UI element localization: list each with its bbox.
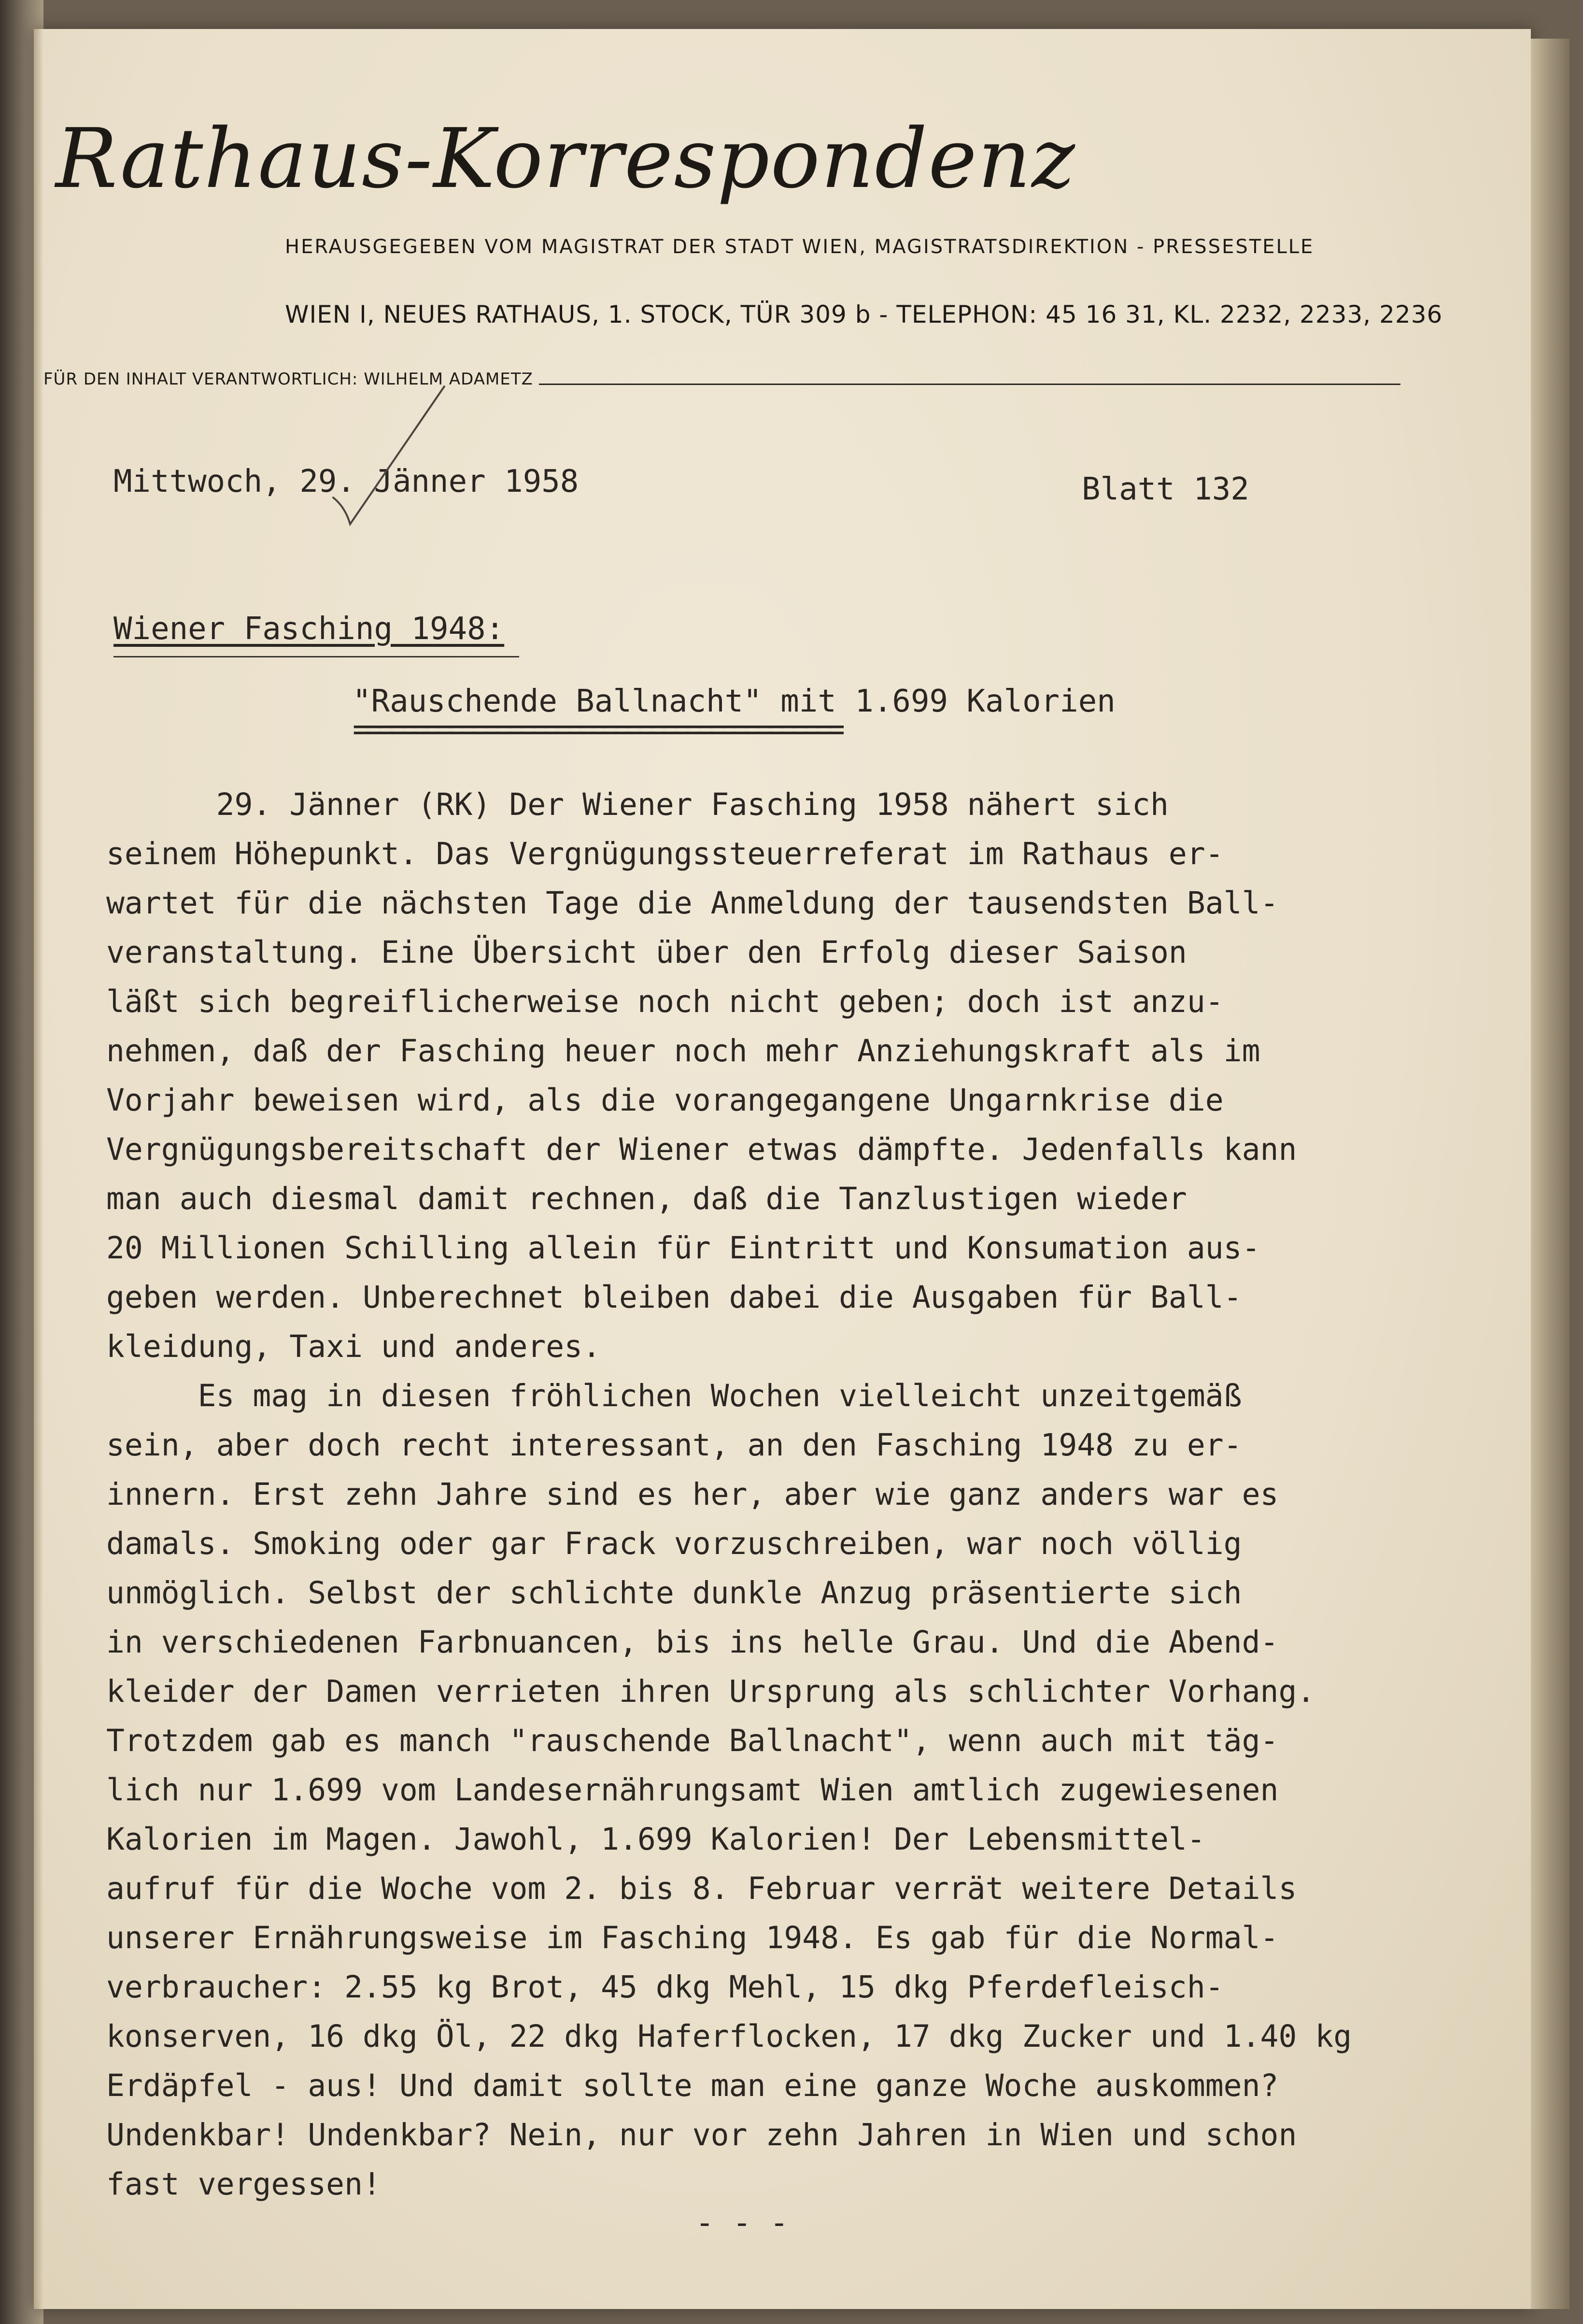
body-line: kleider der Damen verrieten ihren Ursprung als schlichter Vorhang. — [106, 1674, 1315, 1709]
body-line: Trotzdem gab es manch "rauschende Ballnacht", wenn auch mit täg- — [106, 1723, 1279, 1758]
body-line: aufruf für die Woche vom 2. bis 8. Februar verrät weitere Details — [106, 1871, 1297, 1906]
body-line: man auch diesmal damit rechnen, daß die Tanzlustigen wieder — [106, 1181, 1187, 1216]
body-line: 29. Jänner (RK) Der Wiener Fasching 1958 nähert sich — [106, 787, 1169, 822]
body-line: damals. Smoking oder gar Frack vorzuschreiben, war noch völlig — [106, 1526, 1242, 1561]
body-line: innern. Erst zehn Jahre sind es her, aber wie ganz anders war es — [106, 1477, 1279, 1512]
section-title: Wiener Fasching 1948: — [113, 611, 505, 647]
dateline: Mittwoch, 29. Jänner 1958 — [113, 464, 579, 499]
body-line: kleidung, Taxi und anderes. — [106, 1329, 601, 1364]
body-line: Vorjahr beweisen wird, als die vorangegangene Ungarnkrise die — [106, 1083, 1224, 1118]
pencil-checkmark — [324, 382, 449, 527]
body-line: Es mag in diesen fröhlichen Wochen vielleicht unzeitgemäß — [106, 1378, 1242, 1413]
body-line: wartet für die nächsten Tage die Anmeldung der tausendsten Ball- — [106, 885, 1279, 921]
page-edge-stack — [1531, 39, 1569, 2309]
body-line: Undenkbar! Undenkbar? Nein, nur vor zehn Jahren in Wien und schon — [106, 2117, 1297, 2153]
headline-double-rule: ========================================= — [353, 712, 838, 747]
headline: "Rauschende Ballnacht" mit 1.699 Kalorien — [353, 684, 1116, 719]
responsible-editor-label: FÜR DEN INHALT VERANTWORTLICH: WILHELM ADAMETZ — [43, 370, 533, 389]
header-rule — [539, 384, 1400, 385]
page-gutter-shadow — [34, 29, 43, 2309]
body-line: lich nur 1.699 vom Landesernährungsamt Wien amtlich zugewiesenen — [106, 1772, 1279, 1808]
body-line: in verschiedenen Farbnuancen, bis ins helle Grau. Und die Abend- — [106, 1625, 1279, 1660]
body-line: verbraucher: 2.55 kg Brot, 45 dkg Mehl, 15 dkg Pferdefleisch- — [106, 1969, 1224, 2005]
body-line: geben werden. Unberechnet bleiben dabei die Ausgaben für Ball- — [106, 1280, 1242, 1315]
document-page — [34, 29, 1531, 2309]
body-line: Vergnügungsbereitschaft der Wiener etwas dämpfte. Jedenfalls kann — [106, 1132, 1297, 1167]
body-line: läßt sich begreiflicherweise noch nicht geben; doch ist anzu- — [106, 984, 1224, 1019]
body-line: 20 Millionen Schilling allein für Eintritt und Konsumation aus- — [106, 1230, 1260, 1266]
article-body — [106, 780, 1352, 2209]
responsible-editor-line — [43, 370, 1400, 389]
body-line: veranstaltung. Eine Übersicht über den Erfolg dieser Saison — [106, 935, 1187, 970]
masthead-publisher-line: HERAUSGEGEBEN VOM MAGISTRAT DER STADT WIEN, MAGISTRATSDIREKTION - PRESSESTELLE — [285, 236, 1314, 258]
masthead-title: Rathaus-Korrespondenz — [56, 111, 1076, 207]
body-line: fast vergessen! — [106, 2167, 381, 2202]
body-line: seinem Höhepunkt. Das Vergnügungssteuerreferat im Rathaus er- — [106, 836, 1224, 871]
body-line: sein, aber doch recht interessant, an den Fasching 1948 zu er- — [106, 1427, 1242, 1463]
body-line: Erdäpfel - aus! Und damit sollte man eine ganze Woche auskommen? — [106, 2068, 1279, 2103]
masthead-address-line: WIEN I, NEUES RATHAUS, 1. STOCK, TÜR 309 b - TELEPHON: 45 16 31, KL. 2232, 2233, 2236 — [285, 300, 1443, 328]
body-line: nehmen, daß der Fasching heuer noch mehr Anziehungskraft als im — [106, 1033, 1260, 1069]
body-line: Kalorien im Magen. Jawohl, 1.699 Kalorien! Der Lebensmittel- — [106, 1822, 1205, 1857]
body-line: unmöglich. Selbst der schlichte dunkle Anzug präsentierte sich — [106, 1575, 1242, 1611]
body-line: konserven, 16 dkg Öl, 22 dkg Haferflocken, 17 dkg Zucker und 1.40 kg — [106, 2019, 1352, 2054]
section-title-underline — [113, 656, 519, 657]
sheet-number: Blatt 132 — [1082, 471, 1249, 507]
body-line: unserer Ernährungsweise im Fasching 1948. Es gab für die Normal- — [106, 1920, 1279, 1955]
end-mark: - - - — [695, 2205, 789, 2241]
